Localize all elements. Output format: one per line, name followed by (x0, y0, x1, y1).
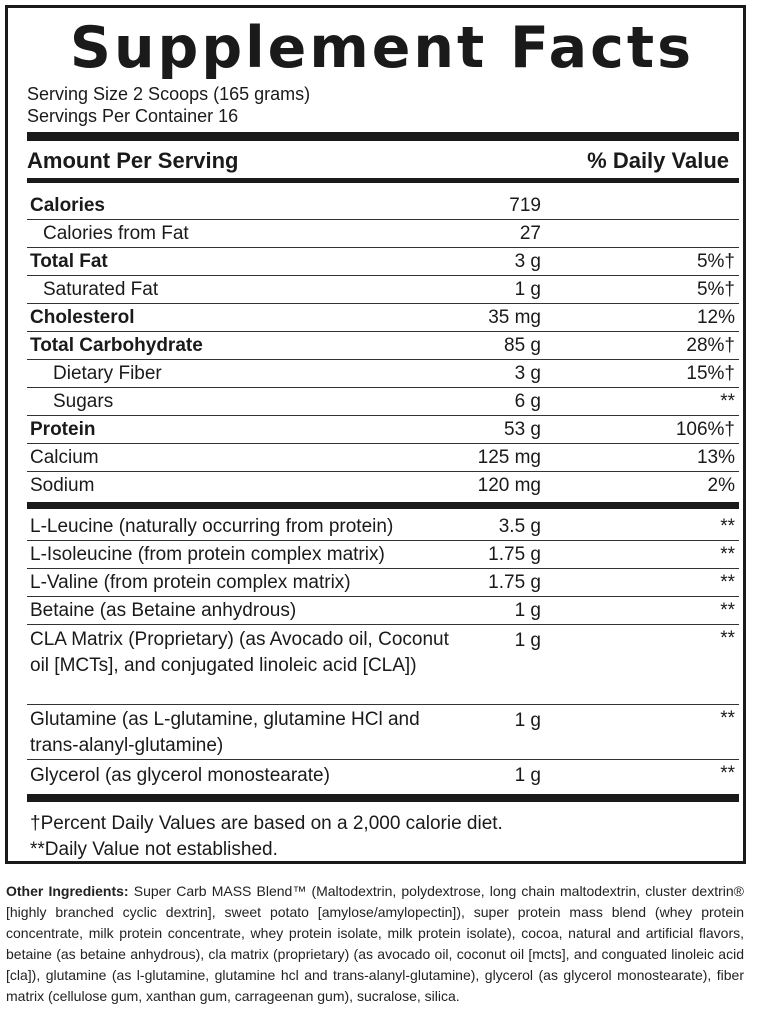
ingredient-row-glycerol (27, 760, 739, 790)
nutrient-row-sugars (27, 388, 739, 416)
nutrient-daily-value: 13% (696, 447, 735, 468)
ingredient-amount: 1 g (514, 710, 541, 731)
ingredient-row-glutamine (27, 705, 739, 760)
nutrient-row-total-carbohydrate (27, 332, 739, 360)
nutrient-amount: 120 mg (477, 475, 541, 496)
nutrient-row-sodium (27, 472, 739, 500)
footnote-percent-dv: †Percent Daily Values are based on a 2,000 calorie diet. (30, 813, 503, 834)
other-ingredients-text: Super Carb MASS Blend™ (Maltodextrin, polydextrose, long chain maltodextrin, cluster dextrin® [highly branched cyclic dextrin], sweet potato [amylose/amylopectin]), super protein mass blend (whey protein concentrate, milk protein concentrate, whey protein isolate, milk protein isolate), cocoa, natural and artificial flavors, betaine (as betaine anhydrous), cla matrix (proprietary) (as avocado oil, coconut oil [mcts], and conguated linoleic acid [cla]), glutamine (as l-glutamine, glutamine hcl and trans-alanyl-glutamine), glycerol (as glycerol monostearate), fiber matrix (cellulose gum, xanthan gum, carrageenan gum), sucralose, silica. (6, 883, 744, 1004)
nutrient-daily-value: 106%† (675, 419, 735, 440)
nutrient-name: Protein (30, 419, 96, 440)
ingredient-amount: 1 g (514, 765, 541, 786)
nutrient-name: Sodium (30, 475, 95, 496)
ingredient-name: L-Valine (from protein complex matrix) (30, 572, 351, 593)
nutrient-daily-value: 2% (707, 475, 735, 496)
nutrient-name: Calories from Fat (43, 223, 189, 244)
nutrient-daily-value: ** (720, 391, 735, 412)
ingredient-name: Betaine (as Betaine anhydrous) (30, 600, 297, 621)
nutrient-row-calories (27, 192, 739, 220)
ingredient-row-isoleucine (27, 541, 739, 569)
supplement-facts-panel (5, 5, 746, 864)
ingredient-name: Glutamine (as L-glutamine, glutamine HCl and trans-alanyl-glutamine) (30, 709, 420, 756)
nutrient-name: Total Carbohydrate (30, 335, 203, 356)
ingredient-amount: 1 g (514, 630, 541, 651)
nutrient-amount: 125 mg (477, 447, 541, 468)
nutrient-daily-value: 12% (696, 307, 735, 328)
nutrient-daily-value: 15%† (686, 363, 735, 384)
nutrient-amount: 6 g (514, 391, 541, 412)
nutrient-row-dietary-fiber (27, 360, 739, 388)
ingredient-amount: 1.75 g (488, 544, 541, 565)
ingredient-daily-value: ** (720, 763, 735, 784)
ingredient-daily-value: ** (720, 572, 735, 593)
ingredient-amount: 1 g (514, 600, 541, 621)
thick-divider (27, 794, 739, 802)
ingredient-name: L-Leucine (naturally occurring from protein) (30, 516, 394, 537)
other-ingredients-label: Other Ingredients: (6, 883, 129, 899)
ingredient-row-cla-matrix (27, 625, 739, 705)
nutrient-amount: 27 (519, 223, 541, 244)
ingredient-daily-value: ** (720, 544, 735, 565)
ingredient-daily-value: ** (720, 600, 735, 621)
medium-divider (27, 178, 739, 183)
amount-per-serving-header: Amount Per Serving (27, 148, 239, 173)
nutrient-row-protein (27, 416, 739, 444)
nutrient-amount: 719 (509, 195, 541, 216)
ingredient-daily-value: ** (720, 708, 735, 729)
nutrient-name: Total Fat (30, 251, 108, 272)
ingredient-row-betaine (27, 597, 739, 625)
panel-title: Supplement Facts (69, 15, 695, 81)
nutrient-daily-value: 28%† (686, 335, 735, 356)
ingredient-name: CLA Matrix (Proprietary) (as Avocado oil, Coconut oil [MCTs], and conjugated linoleic acid [CLA]) (30, 629, 449, 676)
ingredient-daily-value: ** (720, 628, 735, 649)
ingredient-row-leucine (27, 513, 739, 541)
nutrient-row-calcium (27, 444, 739, 472)
servings-per-container: Servings Per Container 16 (27, 106, 239, 126)
nutrient-name: Saturated Fat (43, 279, 159, 300)
nutrient-name: Calcium (30, 447, 99, 468)
ingredient-name: L-Isoleucine (from protein complex matrix) (30, 544, 385, 565)
ingredient-amount: 3.5 g (498, 516, 541, 537)
nutrient-row-saturated-fat (27, 276, 739, 304)
ingredient-row-valine (27, 569, 739, 597)
nutrient-name: Dietary Fiber (53, 363, 162, 384)
nutrient-daily-value: 5%† (696, 251, 735, 272)
nutrient-row-total-fat (27, 248, 739, 276)
thick-divider (27, 502, 739, 509)
nutrient-name: Calories (30, 195, 105, 216)
other-ingredients (6, 881, 744, 1007)
thick-divider (27, 132, 739, 141)
nutrient-amount: 1 g (514, 279, 541, 300)
nutrient-row-cholesterol (27, 304, 739, 332)
ingredient-amount: 1.75 g (488, 572, 541, 593)
nutrient-name: Cholesterol (30, 307, 135, 328)
ingredient-daily-value: ** (720, 516, 735, 537)
nutrient-daily-value: 5%† (696, 279, 735, 300)
daily-value-header: % Daily Value (587, 148, 729, 173)
nutrient-row-calories-from-fat (27, 220, 739, 248)
nutrient-amount: 85 g (504, 335, 541, 356)
nutrient-amount: 3 g (514, 363, 541, 384)
nutrient-name: Sugars (53, 391, 114, 412)
nutrient-amount: 35 mg (488, 307, 541, 328)
footnote-not-established: **Daily Value not established. (30, 839, 278, 860)
serving-size: Serving Size 2 Scoops (165 grams) (27, 84, 311, 104)
ingredient-name: Glycerol (as glycerol monostearate) (30, 765, 330, 786)
nutrient-amount: 3 g (514, 251, 541, 272)
nutrient-amount: 53 g (504, 419, 541, 440)
